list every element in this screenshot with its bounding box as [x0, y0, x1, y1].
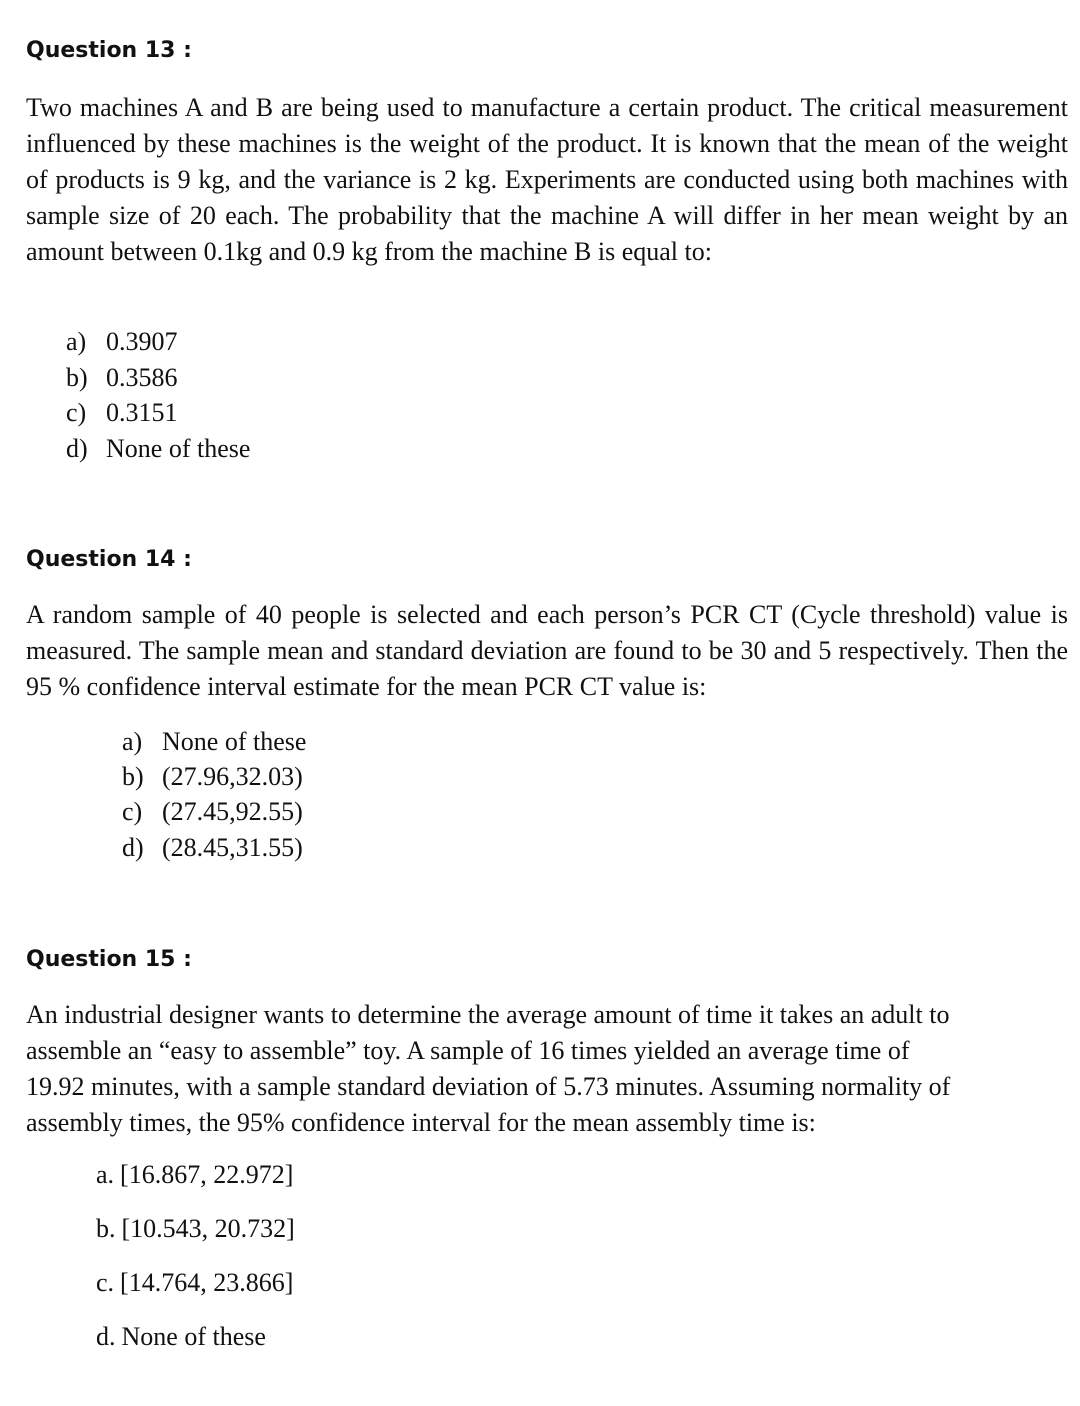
option-text: [16.867, 22.972] — [120, 1160, 294, 1189]
option-text: 0.3151 — [106, 398, 178, 427]
option-text: 0.3907 — [106, 327, 178, 356]
option-letter: b) — [66, 363, 88, 392]
question-13-option-c[interactable] — [66, 398, 178, 428]
option-letter: c. — [96, 1268, 115, 1297]
option-text: 0.3586 — [106, 363, 178, 392]
question-14-option-d[interactable] — [122, 833, 303, 863]
question-13-option-a[interactable] — [66, 327, 178, 357]
option-letter: a) — [66, 327, 87, 356]
option-letter: a) — [122, 727, 143, 756]
option-text: (28.45,31.55) — [162, 833, 303, 862]
option-text: [14.764, 23.866] — [120, 1268, 294, 1297]
option-letter: c) — [66, 398, 87, 427]
option-text: None of these — [162, 727, 307, 756]
question-15-option-a[interactable] — [96, 1160, 293, 1190]
option-letter: d. — [96, 1322, 116, 1351]
option-letter: c) — [122, 797, 143, 826]
question-15-option-c[interactable] — [96, 1268, 293, 1298]
question-13-text: Two machines A and B are being used to manufacture a certain product. The critical measurement influenced by these machines is the weight of the product. It is known that the mean of the weight of products is 9 kg, and the variance is 2 kg. Experiments are conducted using both machines with sample size of 20 each. The probability that the machine A will differ in her mean weight by an amount between 0.1kg and 0.9 kg from the machine B is equal to: — [26, 93, 1068, 266]
question-15-text-line: assembly times, the 95% confidence interval for the mean assembly time is: — [26, 1108, 816, 1137]
question-15-text — [26, 997, 1066, 1141]
option-text: (27.45,92.55) — [162, 797, 303, 826]
question-15-heading: Question 15 : — [26, 947, 192, 972]
option-letter: b) — [122, 762, 144, 791]
option-text: [10.543, 20.732] — [121, 1214, 295, 1243]
question-14-text: A random sample of 40 people is selected and each person’s PCR CT (Cycle threshold) value is measured. The sample mean and standard deviation are found to be 30 and 5 respectively. Then the 95 % confidence interval estimate for the mean PCR CT value is: — [26, 600, 1068, 701]
question-15-text-line: 19.92 minutes, with a sample standard deviation of 5.73 minutes. Assuming normality of — [26, 1072, 951, 1101]
question-15-text-line: An industrial designer wants to determine the average amount of time it takes an adult to — [26, 1000, 950, 1029]
option-letter: a. — [96, 1160, 115, 1189]
option-text: None of these — [121, 1322, 266, 1351]
option-letter: b. — [96, 1214, 116, 1243]
question-14-option-b[interactable] — [122, 762, 303, 792]
question-13-heading: Question 13 : — [26, 38, 192, 63]
question-15-option-b[interactable] — [96, 1214, 295, 1244]
option-letter: d) — [122, 833, 144, 862]
question-14-option-c[interactable] — [122, 797, 303, 827]
question-14-option-a[interactable] — [122, 727, 306, 757]
question-15-option-d[interactable] — [96, 1322, 266, 1352]
option-letter: d) — [66, 434, 88, 463]
question-13-option-d[interactable] — [66, 434, 250, 464]
question-13-option-b[interactable] — [66, 363, 178, 393]
option-text: (27.96,32.03) — [162, 762, 303, 791]
option-text: None of these — [106, 434, 251, 463]
question-15-text-line: assemble an “easy to assemble” toy. A sample of 16 times yielded an average time of — [26, 1036, 910, 1065]
question-14-heading: Question 14 : — [26, 547, 192, 572]
